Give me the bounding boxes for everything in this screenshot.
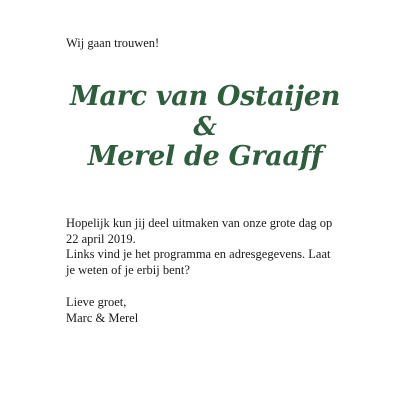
message-line: 22 april 2019. <box>66 231 136 246</box>
intro-text: Wij gaan trouwen! <box>66 36 160 50</box>
closing-signature: Marc & Merel <box>66 310 139 325</box>
closing-block <box>66 295 138 326</box>
invitation-message <box>66 216 366 278</box>
closing-greeting: Lieve groet, <box>66 295 127 309</box>
message-line: je weten of je erbij bent? <box>66 262 190 277</box>
message-line: Hopelijk kun jij deel uitmaken van onze grote dag op <box>66 216 333 230</box>
couple-names <box>0 82 410 172</box>
ampersand: & <box>193 112 217 142</box>
first-partner-name: Marc van Ostaijen <box>69 81 341 112</box>
second-partner-name: Merel de Graaff <box>87 141 323 172</box>
message-line: Links vind je het programma en adresgegevens. Laat <box>66 247 331 261</box>
